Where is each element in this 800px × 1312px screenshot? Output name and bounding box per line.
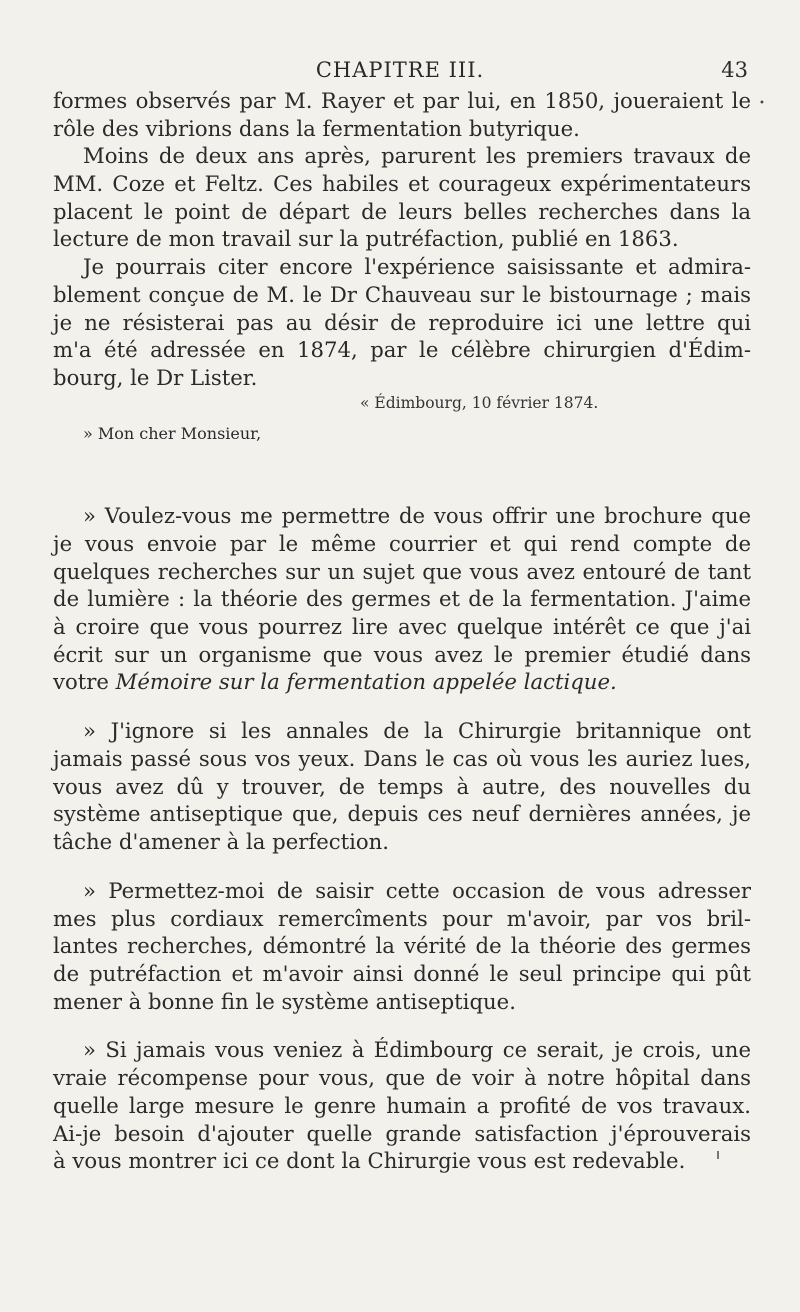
text-line: » Permettez-moi de saisir cette occasion de vous adresser: [83, 877, 751, 903]
text-line: blement conçue de M. le Dr Chauveau sur le bistournage ; mais: [53, 281, 751, 307]
text-line: [53, 668, 751, 696]
text-fragment: votre: [53, 669, 116, 695]
text-line: je ne résisterai pas au désir de reproduire ici une lettre qui: [53, 309, 751, 335]
text-line: quelle large mesure le genre humain a profité de vos travaux.: [53, 1092, 751, 1118]
paragraph-2: [53, 142, 751, 253]
text-line: rôle des vibrions dans la fermentation butyrique.: [53, 115, 580, 141]
text-line: de putréfaction et m'avoir ainsi donné le seul principe qui pût: [53, 960, 751, 986]
text-line: mener à bonne fin le système antiseptique.: [53, 988, 516, 1014]
letter-body: [53, 481, 751, 1196]
chapter-title: CHAPITRE III.: [315, 58, 485, 82]
letter-place-date: « Édimbourg, 10 février 1874.: [360, 394, 599, 412]
text-line: bourg, le Dr Lister.: [53, 364, 258, 390]
paragraph-1: [53, 87, 751, 142]
text-line: jamais passé sous vos yeux. Dans le cas où vous les auriez lues,: [53, 745, 751, 771]
page-number: 43: [721, 58, 748, 82]
text-line: placent le point de départ de leurs belles recherches dans la: [53, 198, 751, 224]
text-line: à croire que vous pourrez lire avec quelque intérêt ce que j'ai: [53, 613, 751, 639]
letter-paragraph-4: [53, 1036, 751, 1174]
text-line: quelques recherches sur un sujet que vous avez entouré de tant: [53, 558, 751, 584]
memoir-title: Mémoire sur la fermentation appelée lactique.: [115, 669, 617, 695]
letter-paragraph-3: [53, 877, 751, 1015]
text-line: je vous envoie par le même courrier et qui rend compte de: [53, 530, 751, 556]
letter-salutation: » Mon cher Monsieur,: [83, 424, 262, 443]
text-line: m'a été adressée en 1874, par le célèbre chirurgien d'Édim-: [53, 337, 751, 363]
paragraph-3: [53, 253, 751, 391]
letter-paragraph-2: [53, 717, 751, 855]
text-line: système antiseptique que, depuis ces neuf dernières années, je: [53, 801, 751, 827]
margin-dot: •: [759, 98, 765, 109]
text-line: » Voulez-vous me permettre de vous offrir une brochure que: [83, 503, 751, 529]
text-line: à vous montrer ici ce dont la Chirurgie vous est redevable.: [53, 1148, 686, 1174]
text-line: Moins de deux ans après, parurent les premiers travaux de: [83, 143, 751, 169]
text-line: vous avez dû y trouver, de temps à autre, des nouvelles du: [53, 773, 751, 799]
text-line: vraie récompense pour vous, que de voir à notre hôpital dans: [53, 1065, 751, 1091]
text-line: » Si jamais vous veniez à Édimbourg ce serait, je crois, une: [83, 1037, 751, 1063]
margin-tick: [717, 1151, 719, 1159]
text-line: écrit sur un organisme que vous avez le premier étudié dans: [53, 641, 751, 667]
text-line: lantes recherches, démontré la vérité de la théorie des germes: [53, 933, 751, 959]
text-line: MM. Coze et Feltz. Ces habiles et courageux expérimentateurs: [53, 171, 751, 197]
text-line: lecture de mon travail sur la putréfaction, publié en 1863.: [53, 226, 679, 252]
running-header: [0, 58, 800, 88]
text-line: tâche d'amener à la perfection.: [53, 828, 390, 854]
text-line: Ai-je besoin d'ajouter quelle grande satisfaction j'éprouverais: [53, 1120, 751, 1146]
text-line: de lumière : la théorie des germes et de la fermentation. J'aime: [53, 586, 751, 612]
body-text: [53, 87, 751, 392]
text-line: Je pourrais citer encore l'expérience saisissante et admira-: [83, 254, 751, 280]
text-line: formes observés par M. Rayer et par lui, en 1850, joueraient le: [53, 88, 751, 113]
letter-paragraph-1: [53, 502, 751, 696]
text-line: » J'ignore si les annales de la Chirurgie britannique ont: [83, 718, 751, 744]
text-line: mes plus cordiaux remercîments pour m'avoir, par vos bril-: [53, 905, 751, 931]
